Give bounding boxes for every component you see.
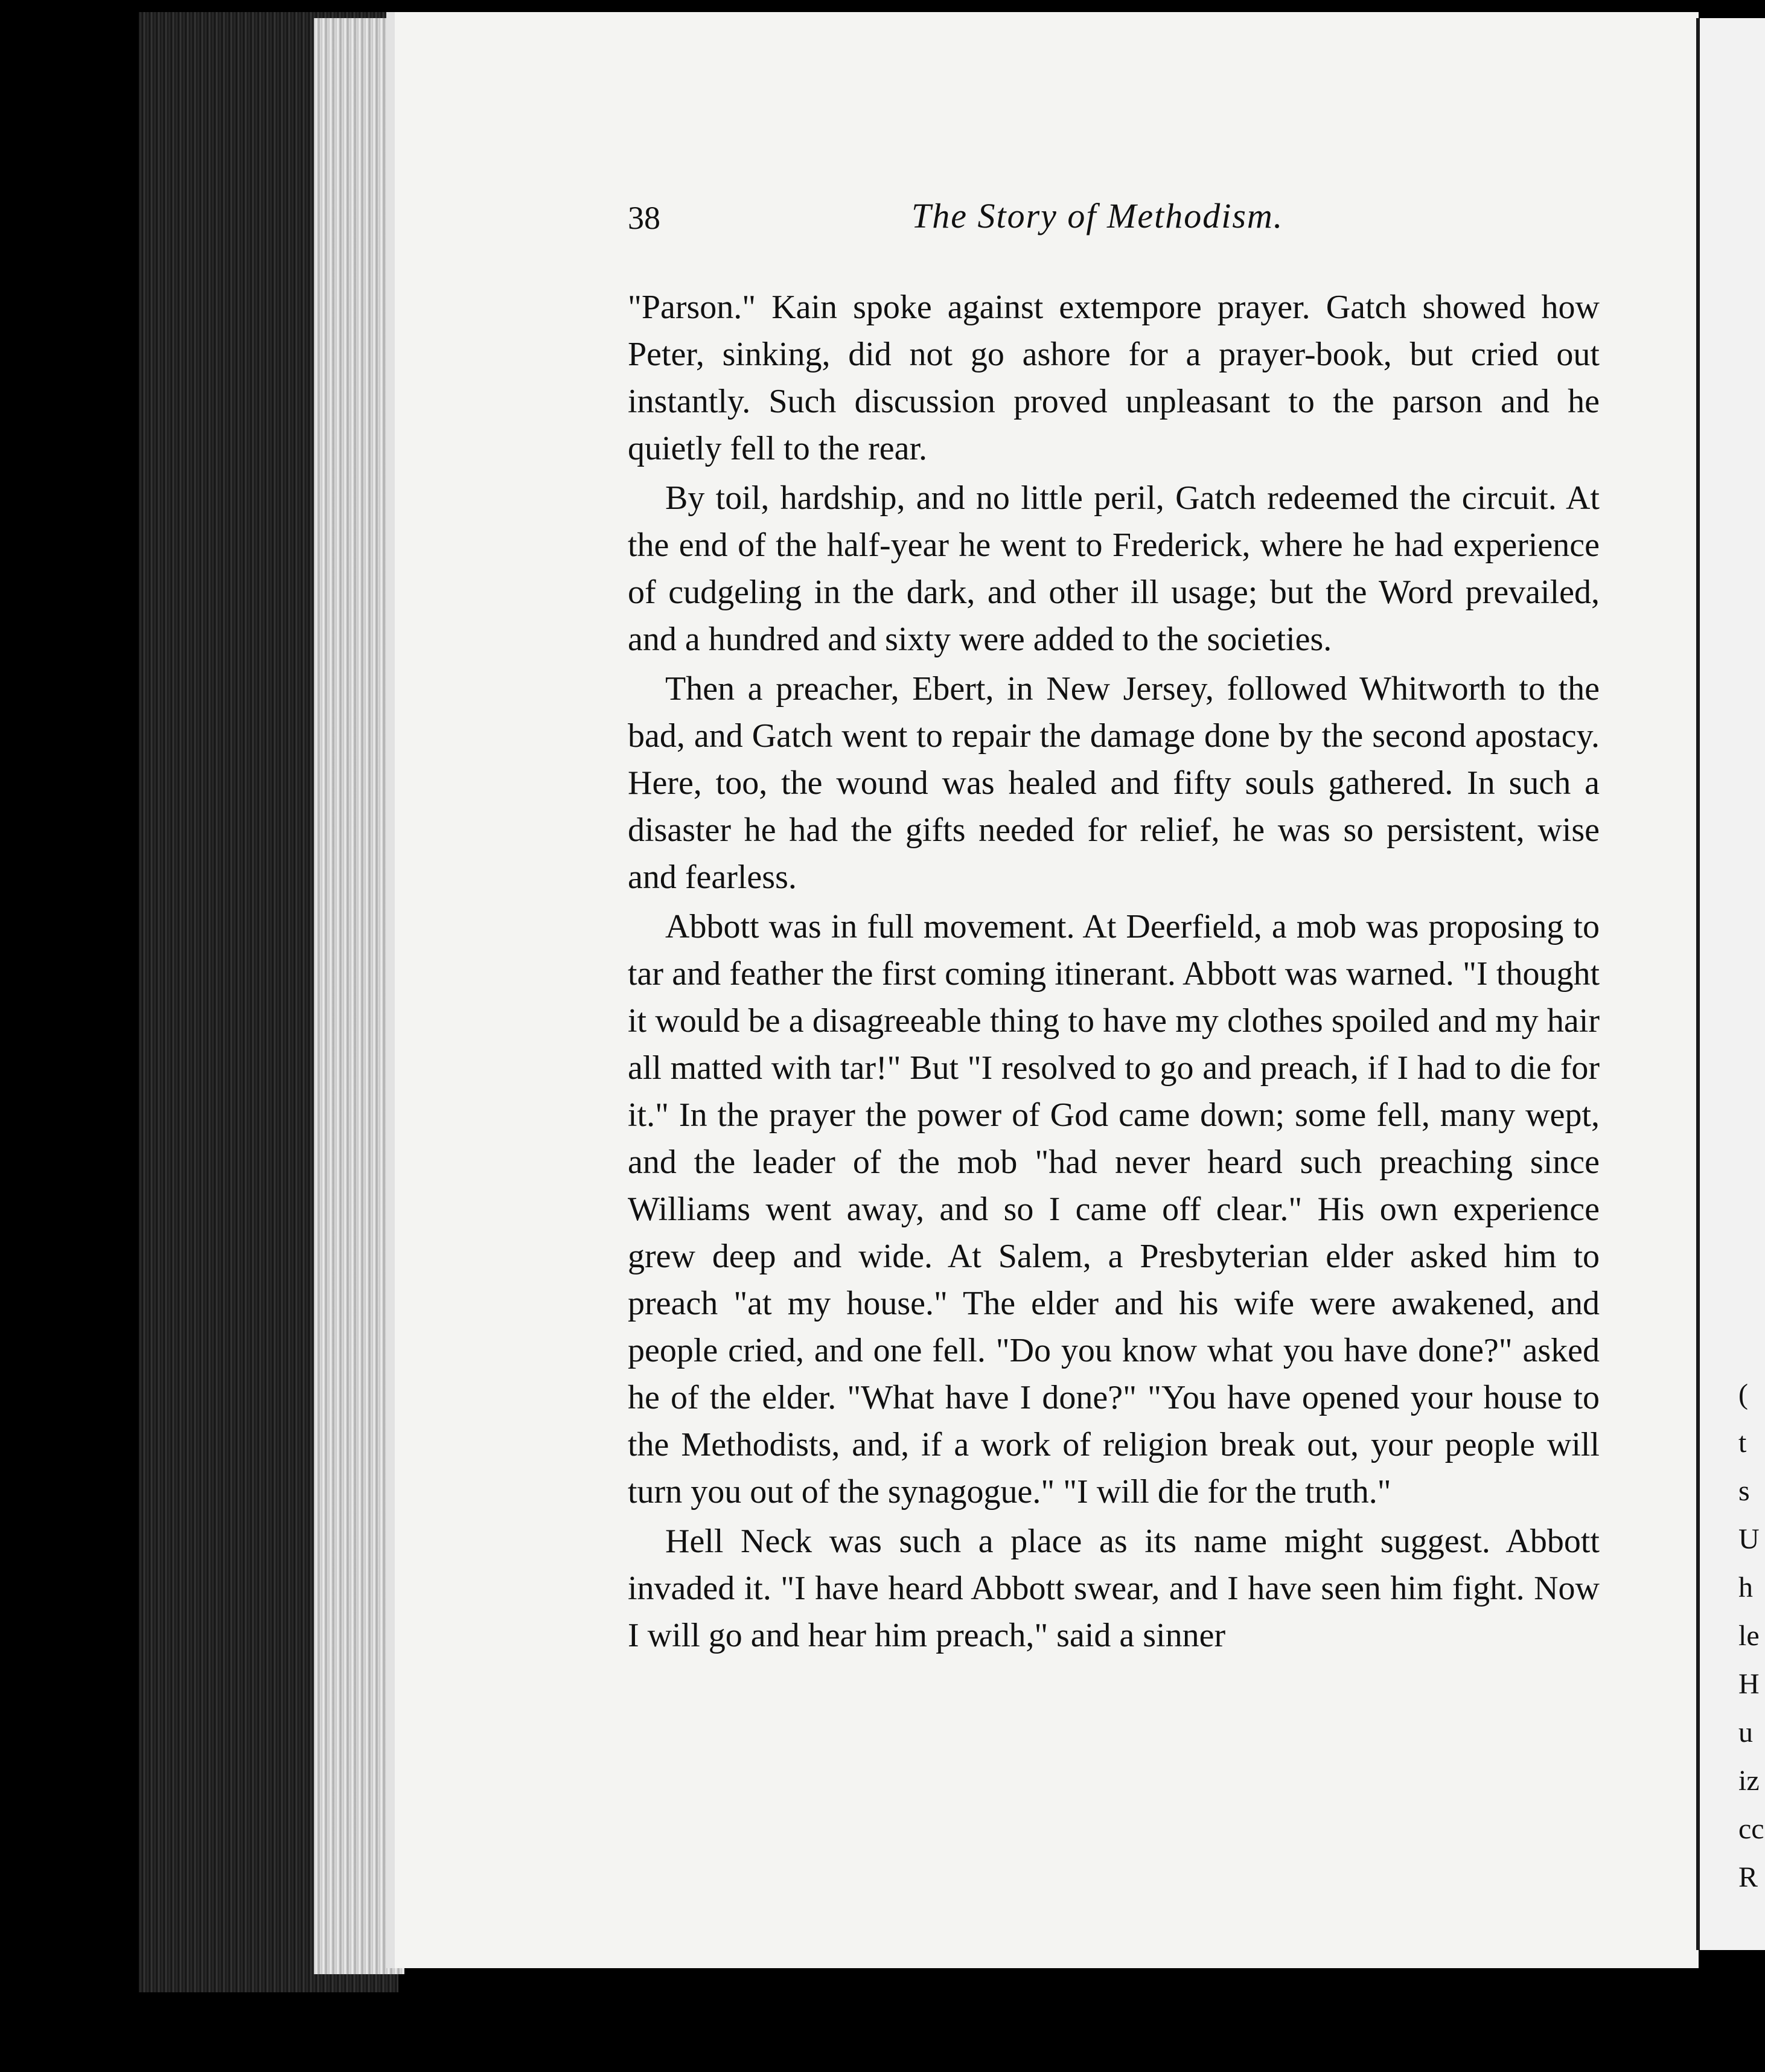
facing-fragment: iz bbox=[1738, 1765, 1760, 1797]
paragraph: Abbott was in full movement. At Deerfield, a mob was proposing to tar and feather the first coming itinerant. Abbott was warned. "I thought it would be a disagreeable thing to have my clothes spoiled and my hair all matted with tar!" But "I resolved to go and preach, if I had to die for it." In the prayer the power of God came down; some fell, many wept, and the leader of the mob "had never heard such preaching since Williams went away, and so I came off clear." His own experience grew deep and wide. At Salem, a Presbyterian elder asked him to preach "at my house." The elder and his wife were awakened, and people cried, and one fell. "Do you know what you have done?" asked he of the elder. "What have I done?" "You have opened your house to the Methodists, and, if a work of religion break out, your people will turn you out of the synagogue." "I will die for the truth." bbox=[628, 908, 1600, 1511]
paragraph: Hell Neck was such a place as its name might suggest. Abbott invaded it. "I have heard Abbott swear, and I have seen him fight. Now I will go and hear him preach," said a sinner bbox=[628, 1523, 1600, 1654]
facing-fragment: s bbox=[1738, 1475, 1750, 1507]
facing-fragment: ( bbox=[1738, 1378, 1748, 1410]
facing-fragment: h bbox=[1738, 1572, 1753, 1604]
facing-fragment: cc bbox=[1738, 1813, 1764, 1845]
body-text bbox=[628, 284, 1600, 1661]
facing-fragment: t bbox=[1738, 1427, 1747, 1459]
paragraph: By toil, hardship, and no little peril, Gatch redeemed the circuit. At the end of the half-year he went to Frederick, where he had experience of cudgeling in the dark, and other ill usage; but the Word prevailed, and a hundred and sixty were added to the societies. bbox=[628, 479, 1600, 658]
paragraph: "Parson." Kain spoke against extempore prayer. Gatch showed how Peter, sinking, did not go ashore for a prayer-book, but cried out instantly. Such discussion proved unpleasant to the parson and he quietly fell to the rear. bbox=[628, 289, 1600, 467]
facing-fragment: U bbox=[1738, 1523, 1760, 1555]
facing-fragment: le bbox=[1738, 1620, 1760, 1652]
facing-fragment: R bbox=[1738, 1861, 1758, 1893]
facing-page-fragments bbox=[1738, 1370, 1765, 1902]
page-header bbox=[628, 196, 1636, 248]
facing-fragment: H bbox=[1738, 1668, 1760, 1700]
running-title: The Story of Methodism. bbox=[911, 196, 1284, 235]
facing-fragment: u bbox=[1738, 1716, 1753, 1748]
paragraph: Then a preacher, Ebert, in New Jersey, followed Whitworth to the bad, and Gatch went to repair the damage done by the second apostacy. Here, too, the wound was healed and fifty souls gathered. In such a disaster he had the gifts needed for relief, he was so persistent, wise and fearless. bbox=[628, 670, 1600, 896]
page-number: 38 bbox=[628, 200, 660, 236]
